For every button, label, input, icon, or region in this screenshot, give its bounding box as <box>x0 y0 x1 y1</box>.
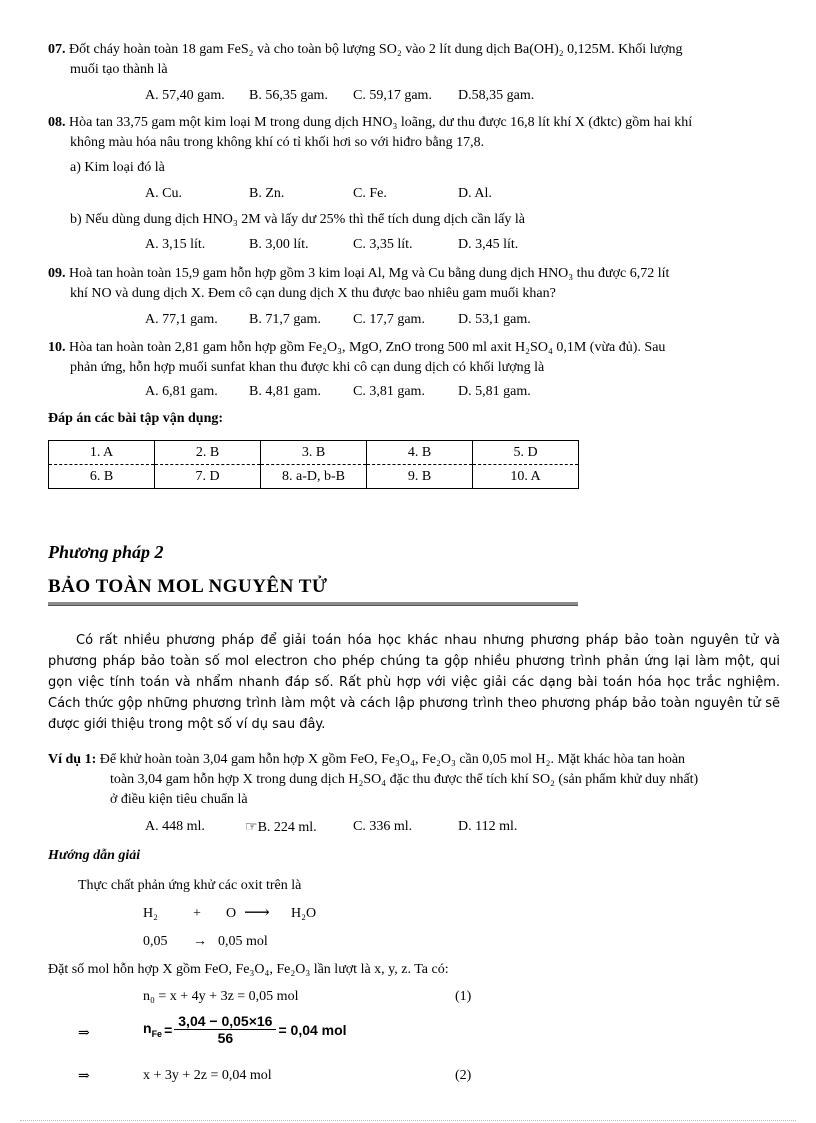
mol-left: 0,05 <box>143 934 168 949</box>
option-c: C. 3,35 lít. <box>353 237 413 252</box>
table-row <box>49 441 579 465</box>
answer-cell: 5. D <box>473 441 579 465</box>
options-08a <box>145 186 492 202</box>
example-text: Để khử hoàn toàn 3,04 gam hỗn hợp X gồm FeO, Fe₃O₄, Fe₂O₃ cần 0,05 mol H₂. Mặt khác hòa tan hoàn <box>99 752 686 767</box>
fraction-denominator: 56 <box>217 1030 234 1046</box>
example-1 <box>48 750 780 810</box>
nfe-equation <box>143 1013 347 1046</box>
nfe-label: $n_{Fe}$ <box>143 1020 163 1039</box>
question-09 <box>48 264 780 304</box>
answer-cell: 7. D <box>155 465 261 489</box>
question-text-continued: không màu hóa nâu trong không khí có tỉ khối hơi so với hiđro bằng 17,8. <box>70 135 485 150</box>
fraction <box>174 1013 276 1046</box>
question-number: 09. <box>48 266 66 281</box>
question-text: Hòa tan 33,75 gam một kim loại M trong dung dịch HNO₃ loãng, dư thu được 16,8 lít khí X (đktc) gồm hai khí <box>69 115 693 130</box>
solution-heading: Hướng dẫn giải <box>48 848 141 863</box>
option-a: A. 57,40 gam. <box>145 88 225 103</box>
option-c: C. Fe. <box>353 186 387 201</box>
reaction-h2o: H₂O <box>291 906 317 921</box>
equation-1: n₀ = x + 4y + 3z = 0,05 mol <box>143 989 299 1004</box>
question-text: Hòa tan hoàn toàn 2,81 gam hỗn hợp gồm Fe₂O₃, MgO, ZnO trong 500 ml axit H₂SO₄ 0,1M (vừa đủ). Sau <box>69 340 666 355</box>
option-c: C. 336 ml. <box>353 819 413 834</box>
option-d: D.58,35 gam. <box>458 88 535 103</box>
equation-2: x + 3y + 2z = 0,04 mol <box>143 1068 272 1083</box>
option-a: A. 448 ml. <box>145 819 205 834</box>
options-10 <box>145 384 531 400</box>
option-a: A. 6,81 gam. <box>145 384 218 399</box>
option-b: B. Zn. <box>249 186 285 201</box>
option-c: C. 3,81 gam. <box>353 384 425 399</box>
option-b: B. 3,00 lít. <box>249 237 309 252</box>
nfe-equals: = <box>164 1021 173 1038</box>
example-text-continued: toàn 3,04 gam hỗn hợp X trong dung dịch H₂SO₄ đặc thu được thể tích khí SO₂ (sản phẩm khử duy nhất) <box>110 772 699 787</box>
nfe-result: = 0,04 mol <box>278 1021 347 1038</box>
example-label: Ví dụ 1: <box>48 752 97 767</box>
answer-cell: 6. B <box>89 468 114 484</box>
page-footer-divider <box>20 1120 796 1121</box>
answer-cell: 9. B <box>367 465 473 489</box>
question-text-continued: muối tạo thành là <box>70 62 168 77</box>
question-08 <box>48 113 780 153</box>
answer-cell: 4. B <box>367 441 473 465</box>
mol-arrow: → <box>193 934 207 949</box>
answer-cell: 8. a-D, b-B <box>261 465 367 489</box>
answer-cell: 3. B <box>261 441 367 465</box>
chapter-title: BẢO TOÀN MOL NGUYÊN TỬ <box>48 576 328 597</box>
fraction-numerator: 3,04 − 0,05×16 <box>174 1013 276 1030</box>
question-text-continued: khí NO và dung dịch X. Đem cô cạn dung dịch X thu được bao nhiêu gam muối khan? <box>70 286 556 301</box>
question-text-continued: phản ứng, hỗn hợp muối sunfat khan thu được khi cô cạn dung dịch có khối lượng là <box>70 360 545 375</box>
question-number: 07. <box>48 42 66 57</box>
method-label: Phương pháp 2 <box>48 542 164 562</box>
option-b: B. 56,35 gam. <box>249 88 328 103</box>
question-text: Hoà tan hoàn toàn 15,9 gam hỗn hợp gồm 3 kim loại Al, Mg và Cu bằng dung dịch HNO₃ thu được 6,72 lít <box>69 266 670 281</box>
reaction-plus: + <box>193 906 201 921</box>
part-a-label: a) Kim loại đó là <box>70 160 165 175</box>
reaction-o: O <box>226 906 237 921</box>
solution-line-2: Đặt số mol hỗn hợp X gồm FeO, Fe₃O₄, Fe₂O₃ lần lượt là x, y, z. Ta có: <box>48 962 449 977</box>
reaction-arrow: ⟶ <box>244 902 270 922</box>
option-b <box>245 819 353 836</box>
answer-cell: 2. B <box>155 441 261 465</box>
question-10 <box>48 338 780 378</box>
answers-heading: Đáp án các bài tập vận dụng: <box>48 411 224 426</box>
mol-right: 0,05 mol <box>218 934 268 949</box>
option-b-text: B. 224 ml. <box>257 820 317 835</box>
implies-symbol-2: ⇒ <box>78 1069 90 1084</box>
title-underline <box>48 602 578 606</box>
example-text-continued-2: ở điều kiện tiêu chuẩn là <box>110 792 248 807</box>
question-07 <box>48 40 780 80</box>
solution-line-1: Thực chất phản ứng khử các oxit trên là <box>78 878 302 893</box>
option-c: C. 17,7 gam. <box>353 312 425 327</box>
option-d: D. Al. <box>458 186 492 201</box>
option-a: A. 77,1 gam. <box>145 312 218 327</box>
option-a: A. Cu. <box>145 186 182 201</box>
option-c: C. 59,17 gam. <box>353 88 432 103</box>
options-07 <box>145 88 534 104</box>
table-row <box>49 465 579 489</box>
options-09 <box>145 312 531 328</box>
question-number: 10. <box>48 340 66 355</box>
option-d: D. 112 ml. <box>458 819 518 834</box>
reaction-h2: H₂ <box>143 906 158 921</box>
options-08b <box>145 237 518 253</box>
option-a: A. 3,15 lít. <box>145 237 206 252</box>
implies-symbol: ⇒ <box>78 1026 90 1041</box>
option-d: D. 53,1 gam. <box>458 312 531 327</box>
options-example-1 <box>145 819 517 836</box>
answers-table <box>48 440 579 489</box>
equation-2-tag: (2) <box>455 1068 472 1083</box>
option-d: D. 3,45 lít. <box>458 237 519 252</box>
question-number: 08. <box>48 115 66 130</box>
part-b-label: b) Nếu dùng dung dịch HNO₃ 2M và lấy dư 25% thì thể tích dung dịch cần lấy là <box>70 212 525 227</box>
intro-paragraph: Có rất nhiều phương pháp để giải toán hóa học khác nhau nhưng phương pháp bảo toàn nguyên tử và phương pháp bảo toàn số mol electron cho phép chúng ta gộp nhiều phương trình phản ứng lại làm một, qui gọn việc tính toán và nhẩm nhanh đáp số. Rất phù hợp với việc giải các dạng bài toán hóa học trắc nghiệm. Cách thức gộp những phương trình làm một và cách lập phương trình theo phương pháp bảo toàn nguyên tử sẽ được giới thiệu trong một số ví dụ sau đây. <box>48 633 780 732</box>
answer-cell: 1. A <box>49 441 155 465</box>
option-d: D. 5,81 gam. <box>458 384 531 399</box>
option-b: B. 4,81 gam. <box>249 384 321 399</box>
equation-1-tag: (1) <box>455 989 472 1004</box>
pointing-hand-icon: ☞ <box>245 820 258 835</box>
option-b: B. 71,7 gam. <box>249 312 321 327</box>
answer-cell: 10. A <box>473 465 579 489</box>
question-text: Đốt cháy hoàn toàn 18 gam FeS₂ và cho toàn bộ lượng SO₂ vào 2 lít dung dịch Ba(OH)₂ 0,125M. Khối lượng <box>69 42 683 57</box>
